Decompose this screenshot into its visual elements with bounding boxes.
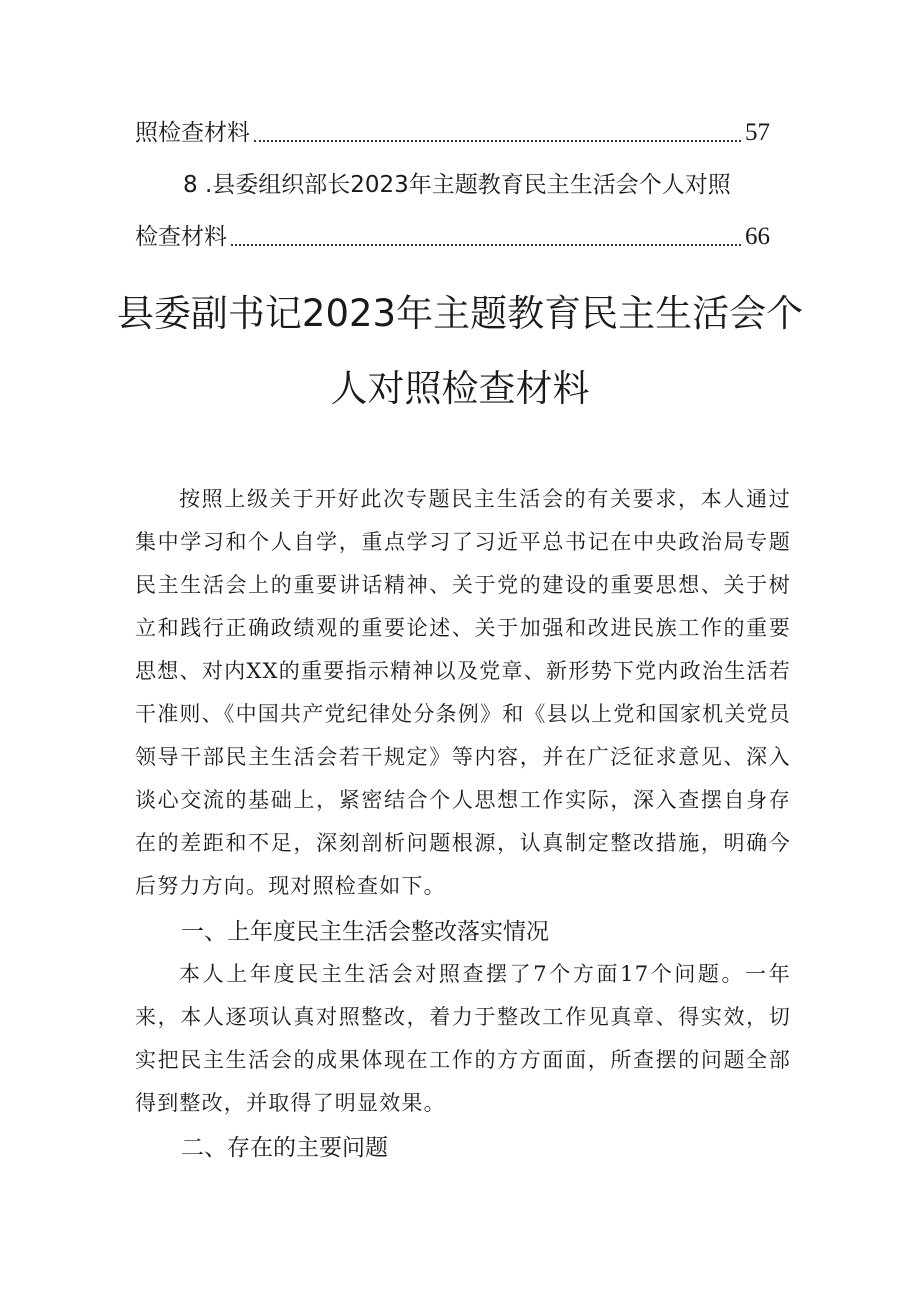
section-2-heading: 二、存在的主要问题: [181, 1135, 388, 1161]
toc-line-continuation-2: [135, 222, 770, 252]
intro-paragraph-text: 按照上级关于开好此次专题民主生活会的有关要求，本人通过集中学习和个人自学，重点学习了习近平总书记在中央政治局专题民主生活会上的重要讲话精神、关于党的建设的重要思想、关于树立和践行正确政绩观的重要论述、关于加强和改进民族工作的重要思想、对内XX的重要指示精神以及党章、新形势下党内政治生活若干准则、《中国共产党纪律处分条例》和《县以上党和国家机关党员领导干部民主生活会若干规定》等内容，并在广泛征求意见、深入谈心交流的基础上，紧密结合个人思想工作实际，深入查摆自身存在的差距和不足，深刻剖析问题根源，认真制定整改措施，明确今后努力方向。现对照检查如下。: [135, 487, 791, 898]
toc-line-continuation: [135, 118, 770, 148]
section-1-paragraph: [135, 953, 791, 1125]
section-1-heading: 一、上年度民主生活会整改落实情况: [181, 919, 549, 945]
toc-entry-text: 照检查材料: [135, 120, 250, 146]
toc-dot-leader: [254, 140, 741, 142]
toc-entry-8: 8 .县委组织部长2023年主题教育民主生活会个人对照: [183, 172, 731, 198]
toc-entry-text: 检查材料: [135, 224, 227, 250]
toc-page-number: 57: [745, 119, 770, 146]
toc-page-number: 66: [745, 223, 770, 250]
section-1-paragraph-text: 本人上年度民主生活会对照查摆了7个方面17个问题。一年来，本人逐项认真对照整改，着力于整改工作见真章、得实效，切实把民主生活会的成果体现在工作的方方面面，所查摆的问题全部得到整改，并取得了明显效果。: [135, 962, 791, 1115]
document-title-line-2: 人对照检查材料: [330, 367, 590, 410]
toc-dot-leader: [231, 244, 741, 246]
intro-paragraph: [135, 478, 791, 908]
document-title-line-1: 县委副书记2023年主题教育民主生活会个: [116, 292, 804, 335]
